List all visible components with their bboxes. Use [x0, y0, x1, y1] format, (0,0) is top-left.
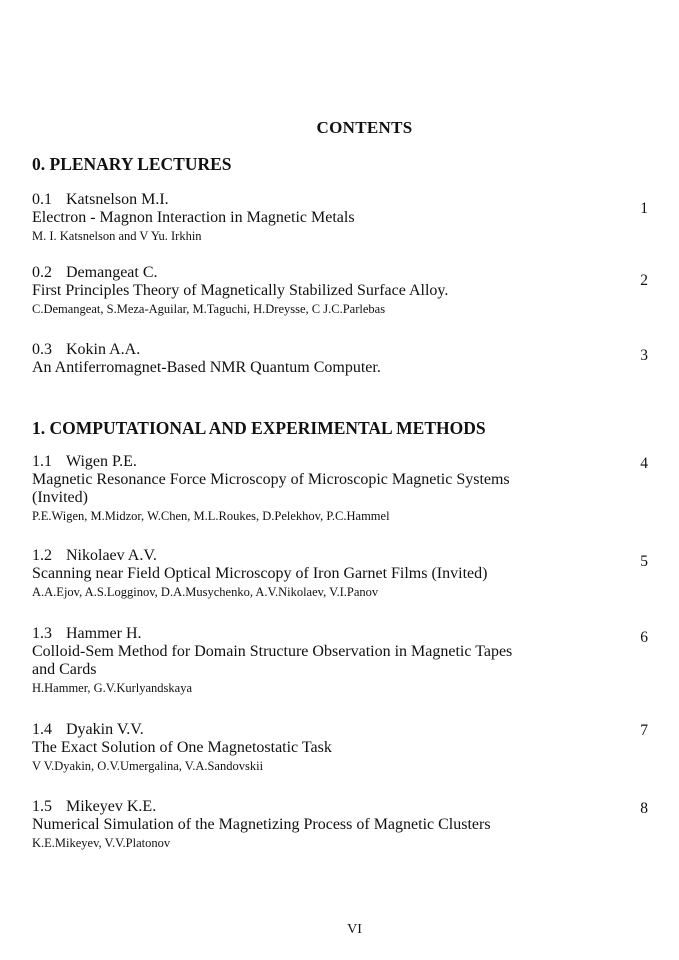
- entry-speaker: Kokin A.A.: [66, 341, 141, 358]
- entry-speaker: Mikeyev K.E.: [66, 798, 157, 815]
- toc-entry: [32, 624, 652, 696]
- section-heading-methods: 1. COMPUTATIONAL AND EXPERIMENTAL METHODS: [32, 418, 486, 438]
- entry-number: 1.1: [32, 453, 52, 470]
- entry-header: [32, 263, 652, 282]
- toc-entry: [32, 546, 652, 600]
- entry-page-number: 2: [640, 272, 648, 289]
- entry-title: Electron - Magnon Interaction in Magnetic Metals: [32, 209, 355, 226]
- entry-title: The Exact Solution of One Magnetostatic Task: [32, 739, 332, 756]
- entry-speaker: Katsnelson M.I.: [66, 191, 169, 208]
- entry-number: 0.1: [32, 191, 52, 208]
- entry-authors: P.E.Wigen, M.Midzor, W.Chen, M.L.Roukes, D.Pelekhov, P.C.Hammel: [32, 509, 390, 523]
- section-heading-plenary: 0. PLENARY LECTURES: [32, 154, 232, 174]
- entry-page-number: 3: [640, 347, 648, 364]
- entry-page-number: 8: [640, 800, 648, 817]
- entry-page-number: 1: [640, 200, 648, 217]
- entry-page-number: 4: [640, 455, 648, 472]
- page-title: CONTENTS: [316, 118, 413, 137]
- entry-title: Scanning near Field Optical Microscopy of Iron Garnet Films (Invited): [32, 565, 488, 582]
- entry-number: 1.3: [32, 625, 52, 642]
- entry-page-number: 6: [640, 629, 648, 646]
- entry-title: Numerical Simulation of the Magnetizing Process of Magnetic Clusters: [32, 816, 491, 833]
- entry-title: First Principles Theory of Magnetically Stabilized Surface Alloy.: [32, 282, 449, 299]
- entry-header: [32, 452, 652, 471]
- entry-authors: V V.Dyakin, O.V.Umergalina, V.A.Sandovskii: [32, 759, 264, 773]
- entry-speaker: Dyakin V.V.: [66, 721, 144, 738]
- entry-speaker: Nikolaev A.V.: [66, 547, 157, 564]
- toc-entry: [32, 452, 652, 524]
- entry-authors: A.A.Ejov, A.S.Logginov, D.A.Musychenko, A.V.Nikolaev, V.I.Panov: [32, 585, 379, 599]
- entry-speaker: Hammer H.: [66, 625, 142, 642]
- entry-header: [32, 546, 652, 565]
- entry-number: 1.2: [32, 547, 52, 564]
- entry-header: [32, 797, 652, 816]
- entry-title: Colloid-Sem Method for Domain Structure Observation in Magnetic Tapes: [32, 643, 513, 660]
- entry-number: 1.4: [32, 721, 52, 738]
- entry-speaker: Demangeat C.: [66, 264, 158, 281]
- toc-entry: [32, 263, 652, 317]
- entry-title: An Antiferromagnet-Based NMR Quantum Computer.: [32, 359, 381, 376]
- entry-authors: H.Hammer, G.V.Kurlyandskaya: [32, 681, 192, 695]
- entry-authors: M. I. Katsnelson and V Yu. Irkhin: [32, 229, 202, 243]
- entry-header: [32, 720, 652, 739]
- toc-entry: [32, 720, 652, 774]
- entry-authors: C.Demangeat, S.Meza-Aguilar, M.Taguchi, H.Dreysse, C J.C.Parlebas: [32, 302, 386, 316]
- entry-speaker: Wigen P.E.: [66, 453, 137, 470]
- toc-entry: [32, 797, 652, 851]
- entry-header: [32, 624, 652, 643]
- entry-number: 1.5: [32, 798, 52, 815]
- entry-title-continued: and Cards: [32, 661, 97, 678]
- toc-entry: [32, 340, 652, 377]
- entry-authors: K.E.Mikeyev, V.V.Platonov: [32, 836, 171, 850]
- entry-number: 0.3: [32, 341, 52, 358]
- entry-title: Magnetic Resonance Force Microscopy of Microscopic Magnetic Systems: [32, 471, 510, 488]
- entry-number: 0.2: [32, 264, 52, 281]
- entry-title-continued: (Invited): [32, 489, 88, 506]
- toc-entry: [32, 190, 652, 244]
- entry-page-number: 7: [640, 722, 648, 739]
- entry-page-number: 5: [640, 553, 648, 570]
- entry-header: [32, 340, 652, 359]
- page-number: VI: [347, 922, 362, 937]
- entry-header: [32, 190, 652, 209]
